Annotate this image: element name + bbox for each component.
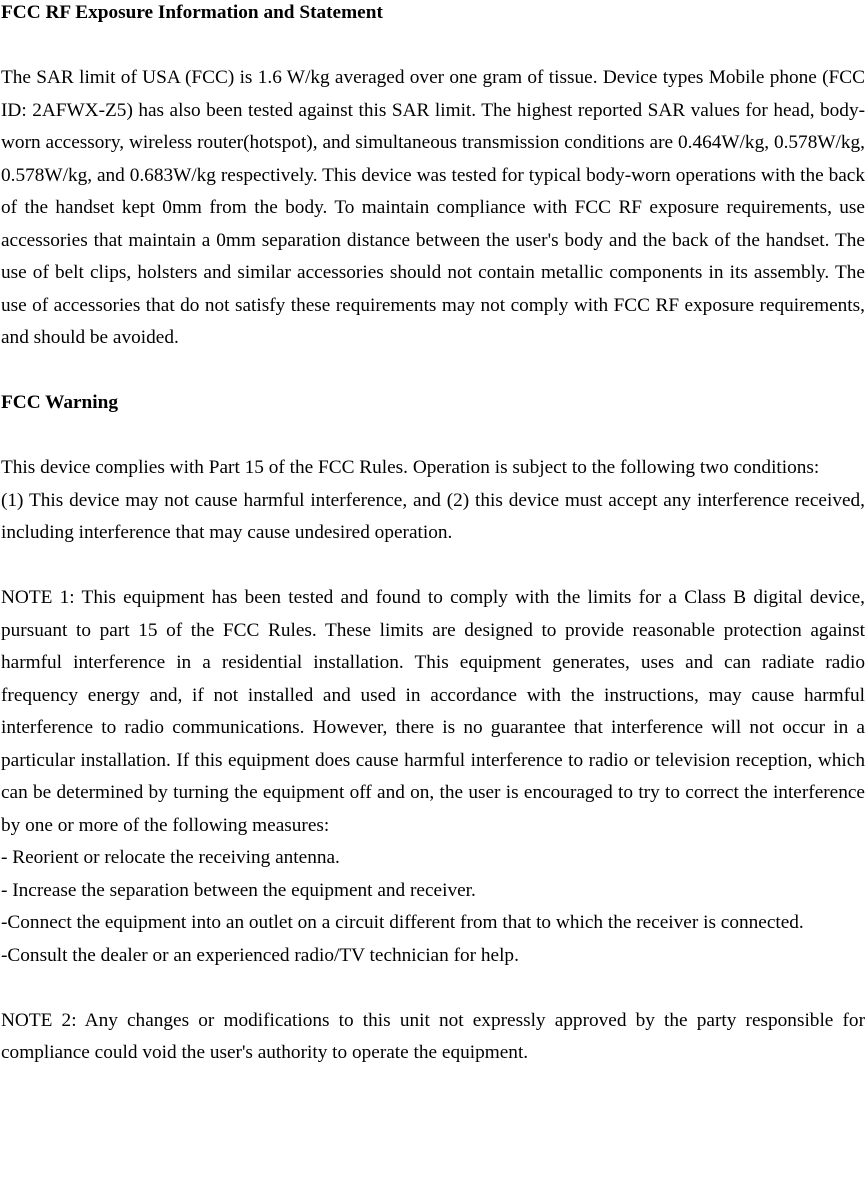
spacer <box>1 355 865 388</box>
rf-exposure-paragraph: The SAR limit of USA (FCC) is 1.6 W/kg averaged over one gram of tissue. Device types Mobile phone (FCC ID: 2AFWX-Z5) has also been tested against this SAR limit. The highest reported SAR values for head, body-worn accessory, wireless router(hotspot), and simultaneous transmission conditions are 0.464W/kg, 0.578W/kg, 0.578W/kg, and 0.683W/kg respectively. This device was tested for typical body-worn operations with the back of the handset kept 0mm from the body. To maintain compliance with FCC RF exposure requirements, use accessories that maintain a 0mm separation distance between the user's body and the back of the handset. The use of belt clips, holsters and similar accessories should not contain metallic components in its assembly. The use of accessories that do not satisfy these requirements may not comply with FCC RF exposure requirements, and should be avoided. <box>1 67 865 348</box>
spacer <box>1 550 865 583</box>
measure-item: -Connect the equipment into an outlet on a circuit different from that to which the receiver is connected. <box>1 912 804 933</box>
fcc-warning-intro: This device complies with Part 15 of the FCC Rules. Operation is subject to the following two conditions: <box>1 457 820 478</box>
rf-exposure-heading: FCC RF Exposure Information and Statement <box>1 2 383 23</box>
note2-paragraph: NOTE 2: Any changes or modifications to this unit not expressly approved by the party responsible for compliance could void the user's authority to operate the equipment. <box>1 1009 865 1063</box>
spacer <box>1 30 865 63</box>
measure-item: - Reorient or relocate the receiving antenna. <box>1 847 340 868</box>
spacer <box>1 420 865 453</box>
document <box>1 0 865 1070</box>
spacer <box>1 972 865 1005</box>
fcc-warning-heading: FCC Warning <box>1 392 118 413</box>
fcc-warning-conditions: (1) This device may not cause harmful interference, and (2) this device must accept any interference received, including interference that may cause undesired operation. <box>1 489 865 543</box>
measure-item: -Consult the dealer or an experienced radio/TV technician for help. <box>1 944 519 966</box>
measure-item: - Increase the separation between the equipment and receiver. <box>1 879 476 901</box>
note1-paragraph: NOTE 1: This equipment has been tested and found to comply with the limits for a Class B digital device, pursuant to part 15 of the FCC Rules. These limits are designed to provide reasonable protection against harmful interference in a residential installation. This equipment generates, uses and can radiate radio frequency energy and, if not installed and used in accordance with the instructions, may cause harmful interference to radio communications. However, there is no guarantee that interference will not occur in a particular installation. If this equipment does cause harmful interference to radio or television reception, which can be determined by turning the equipment off and on, the user is encouraged to try to correct the interference by one or more of the following measures: <box>1 587 865 836</box>
